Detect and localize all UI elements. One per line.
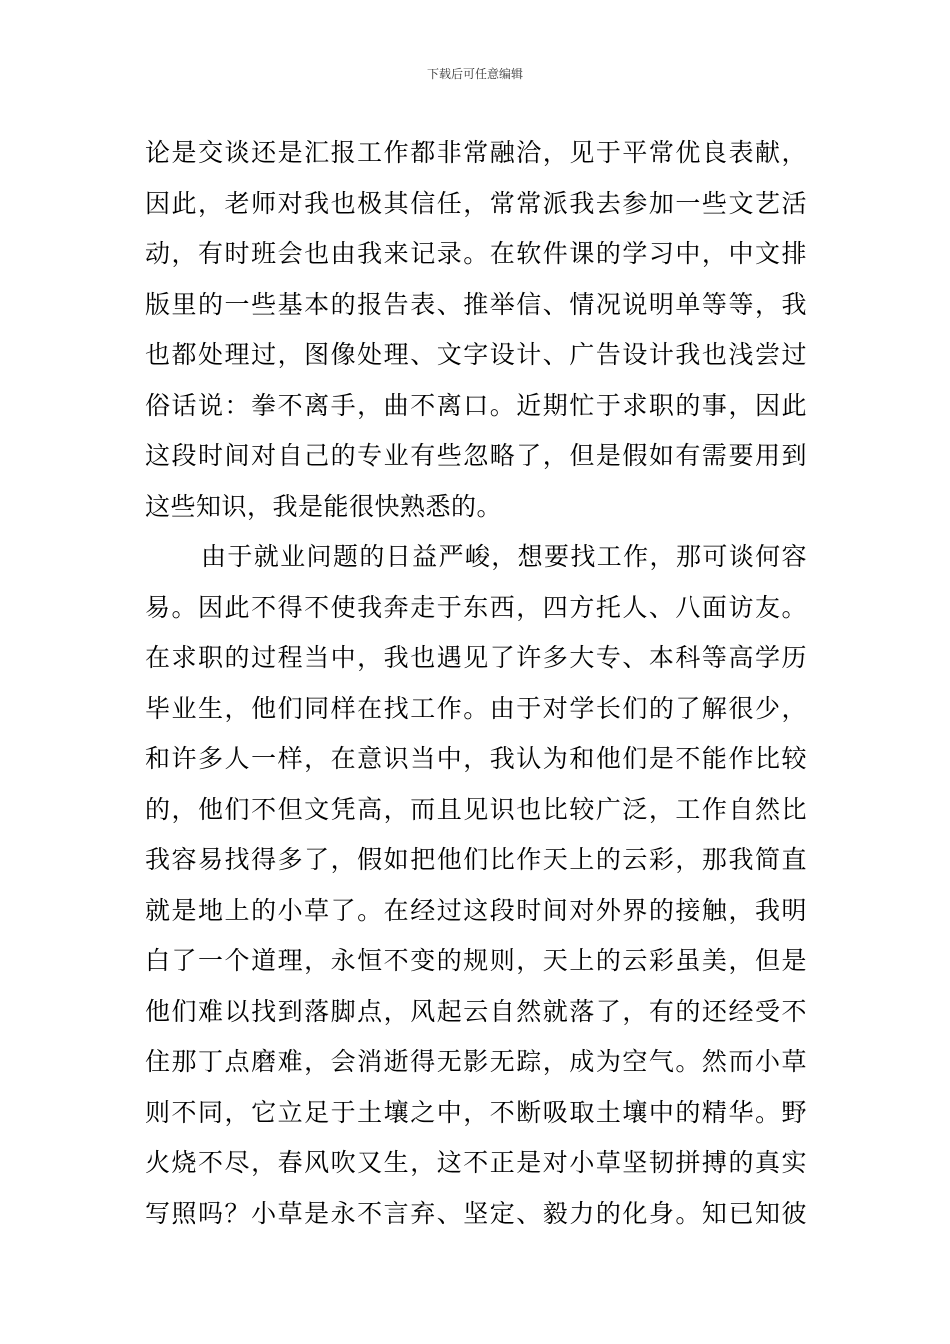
paragraph-2-line-9: 白了一个道理，永恒不变的规则，天上的云彩虽美，但是 [145, 946, 807, 975]
paragraph-1-line-2: 因此，老师对我也极其信任，常常派我去参加一些文艺活 [145, 188, 807, 218]
paragraph-1-line-4: 版里的一些基本的报告表、推举信、情况说明单等等，我 [145, 289, 807, 319]
paragraph-1-line-7: 这段时间对自己的专业有些忽略了，但是假如有需要用到 [145, 441, 807, 470]
paragraph-2-line-3: 在求职的过程当中，我也遇见了许多大专、本科等高学历 [145, 643, 807, 672]
paragraph-2-line-12: 则不同，它立足于土壤之中，不断吸取土壤中的精华。野 [145, 1097, 807, 1127]
paragraph-1-line-5: 也都处理过，图像处理、文字设计、广告设计我也浅尝过 [145, 340, 807, 369]
paragraph-2-line-11: 住那丁点磨难，会消逝得无影无踪，成为空气。然而小草 [145, 1047, 807, 1076]
paragraph-1-line-8: 这些知识，我是能很快熟悉的。 [145, 491, 503, 521]
document-body [145, 128, 807, 1239]
paragraph-2-line-14: 写照吗？小草是永不言弃、坚定、毅力的化身。知已知彼 [145, 1198, 807, 1228]
paragraph-2-line-13: 火烧不尽，春风吹又生，这不正是对小草坚韧拼搏的真实 [145, 1148, 807, 1177]
paragraph-1-line-3: 动，有时班会也由我来记录。在软件课的学习中，中文排 [145, 239, 807, 268]
paragraph-2-line-2: 易。因此不得不使我奔走于东西，四方托人、八面访友。 [145, 592, 807, 622]
paragraph-2-line-1: 由于就业问题的日益严峻，想要找工作，那可谈何容 [201, 542, 807, 571]
paragraph-1-line-6: 俗话说：拳不离手，曲不离口。近期忙于求职的事，因此 [145, 390, 807, 420]
paragraph-2-line-7: 我容易找得多了，假如把他们比作天上的云彩，那我简直 [145, 845, 807, 874]
paragraph-2-line-10: 他们难以找到落脚点，风起云自然就落了，有的还经受不 [145, 996, 807, 1026]
paragraph-2-line-4: 毕业生，他们同样在找工作。由于对学长们的了解很少， [145, 693, 807, 723]
page-header: 下载后可任意编辑 [426, 67, 523, 81]
paragraph-2-line-5: 和许多人一样，在意识当中，我认为和他们是不能作比较 [145, 744, 807, 773]
paragraph-2-line-8: 就是地上的小草了。在经过这段时间对外界的接触，我明 [145, 895, 807, 925]
paragraph-1-line-1: 论是交谈还是汇报工作都非常融洽，见于平常优良表献， [145, 138, 807, 167]
paragraph-2-line-6: 的，他们不但文凭高，而且见识也比较广泛，工作自然比 [145, 794, 807, 824]
